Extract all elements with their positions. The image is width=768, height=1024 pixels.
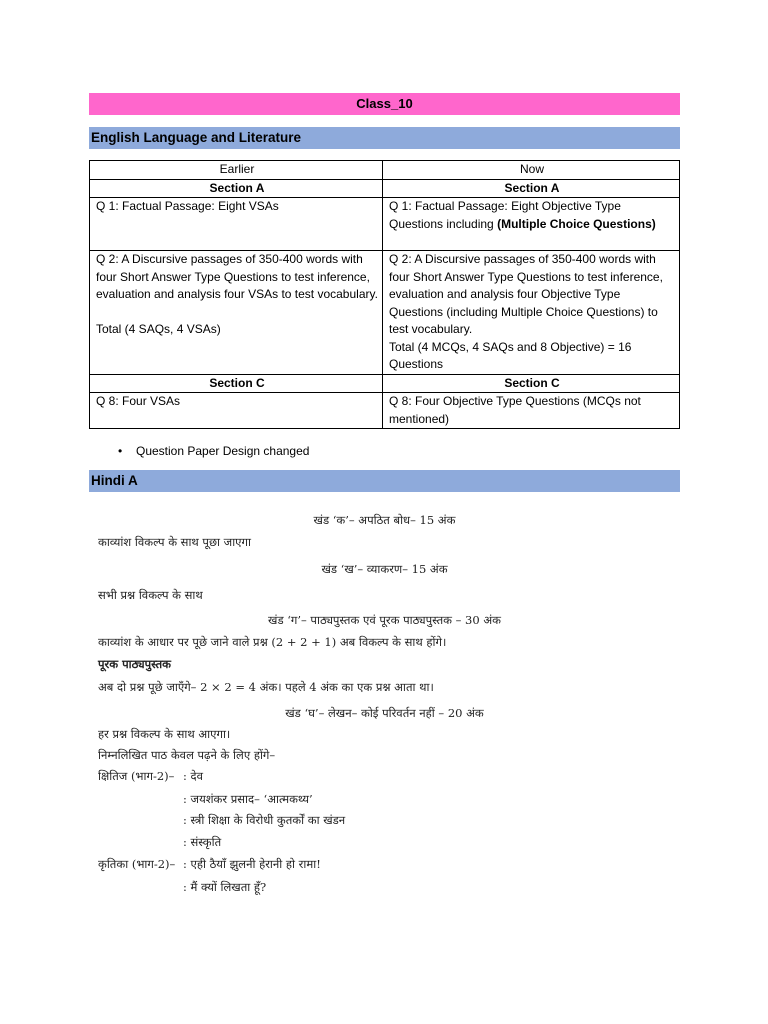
q2-now-cell [383, 251, 680, 375]
table-row [90, 161, 680, 180]
q2-earlier-text: Q 2: A Discursive passages of 350-400 words with four Short Answer Type Questions to test inference, evaluation and analysis four VSAs to test vocabulary. [96, 252, 378, 301]
q1-now-line-b: Questions including [389, 216, 494, 231]
hindi-kshitij: क्षितिज (भाग-2)– [98, 769, 175, 783]
q2-now-text: Q 2: A Discursive passages of 350-400 words with four Short Answer Type Questions to test inference, evaluation and analysis four Objective Type Questions (including Multiple Choice Questions) to test vocabulary. [389, 252, 663, 336]
bullet-text: Question Paper Design changed [136, 444, 310, 458]
hindi-kshitij-item: : स्त्री शिक्षा के विरोधी कुतर्कों का खंडन [183, 813, 346, 827]
col-now-header: Now [383, 161, 680, 180]
section-c-earlier: Section C [90, 374, 383, 393]
col-earlier-header: Earlier [90, 161, 383, 180]
hindi-line: काव्यांश के आधार पर पूछे जाने वाले प्रश्न (2 + 2 + 1) अब विकल्प के साथ होंगे। [98, 635, 447, 649]
table-row [90, 179, 680, 198]
hindi-khand-kha: खंड ‘ख’– व्याकरण– 15 अंक [321, 562, 448, 576]
hindi-line: हर प्रश्न विकल्प के साथ आएगा। [98, 727, 231, 741]
q1-earlier-cell: Q 1: Factual Passage: Eight VSAs [90, 198, 383, 251]
hindi-kritika: कृतिका (भाग-2)– [98, 857, 176, 871]
q1-now-line-c: (Multiple Choice Questions) [497, 216, 656, 231]
class-title: Class_10 [89, 93, 680, 115]
section-a-earlier: Section A [90, 179, 383, 198]
hindi-khand-ka: खंड ‘क’– अपठित बोध– 15 अंक [313, 513, 456, 527]
hindi-kshitij-item: : देव [183, 769, 204, 783]
hindi-line: अब दो प्रश्न पूछे जाएँगे– 2 × 2 = 4 अंक। पहले 4 अंक का एक प्रश्न आता था। [98, 680, 434, 694]
q1-now-cell [383, 198, 680, 251]
section-c-now: Section C [383, 374, 680, 393]
hindi-kritika-item: : एही ठैयाँ झुलनी हेरानी हो रामा! [183, 857, 321, 871]
q2-earlier-total: Total (4 SAQs, 4 VSAs) [96, 321, 221, 336]
q1-now-line-a: Q 1: Factual Passage: Eight Objective Type [389, 199, 621, 213]
hindi-line: निम्नलिखित पाठ केवल पढ़ने के लिए होंगे– [98, 748, 276, 762]
hindi-kshitij-item: : जयशंकर प्रसाद– ‘आत्मकथ्य’ [183, 792, 313, 806]
q2-now-total: Total (4 MCQs, 4 SAQs and 8 Objective) = 16 Questions [389, 339, 632, 371]
section-a-now: Section A [383, 179, 680, 198]
hindi-khand-gha: खंड ‘घ’– लेखन– कोई परिवर्तन नहीं – 20 अंक [285, 706, 484, 720]
hindi-line: काव्यांश विकल्प के साथ पूछा जाएगा [98, 535, 251, 549]
q2-earlier-cell [90, 251, 383, 375]
english-heading: English Language and Literature [89, 127, 680, 149]
hindi-kritika-item: : मैं क्यों लिखता हूँ? [183, 880, 267, 894]
table-row [90, 251, 680, 375]
table-row [90, 198, 680, 251]
table-row [90, 393, 680, 429]
english-comparison-table [89, 160, 680, 429]
q8-earlier-cell: Q 8: Four VSAs [90, 393, 383, 429]
table-row [90, 374, 680, 393]
hindi-khand-ga: खंड ‘ग’– पाठ्यपुस्तक एवं पूरक पाठ्यपुस्तक – 30 अंक [268, 613, 501, 627]
q8-now-cell: Q 8: Four Objective Type Questions (MCQs not mentioned) [383, 393, 680, 429]
hindi-heading: Hindi A [89, 470, 680, 492]
hindi-line: पूरक पाठ्यपुस्तक [98, 657, 171, 671]
bullet-dot-icon: • [118, 444, 123, 458]
hindi-line: सभी प्रश्न विकल्प के साथ [98, 588, 203, 602]
hindi-kshitij-item: : संस्कृति [183, 835, 222, 849]
